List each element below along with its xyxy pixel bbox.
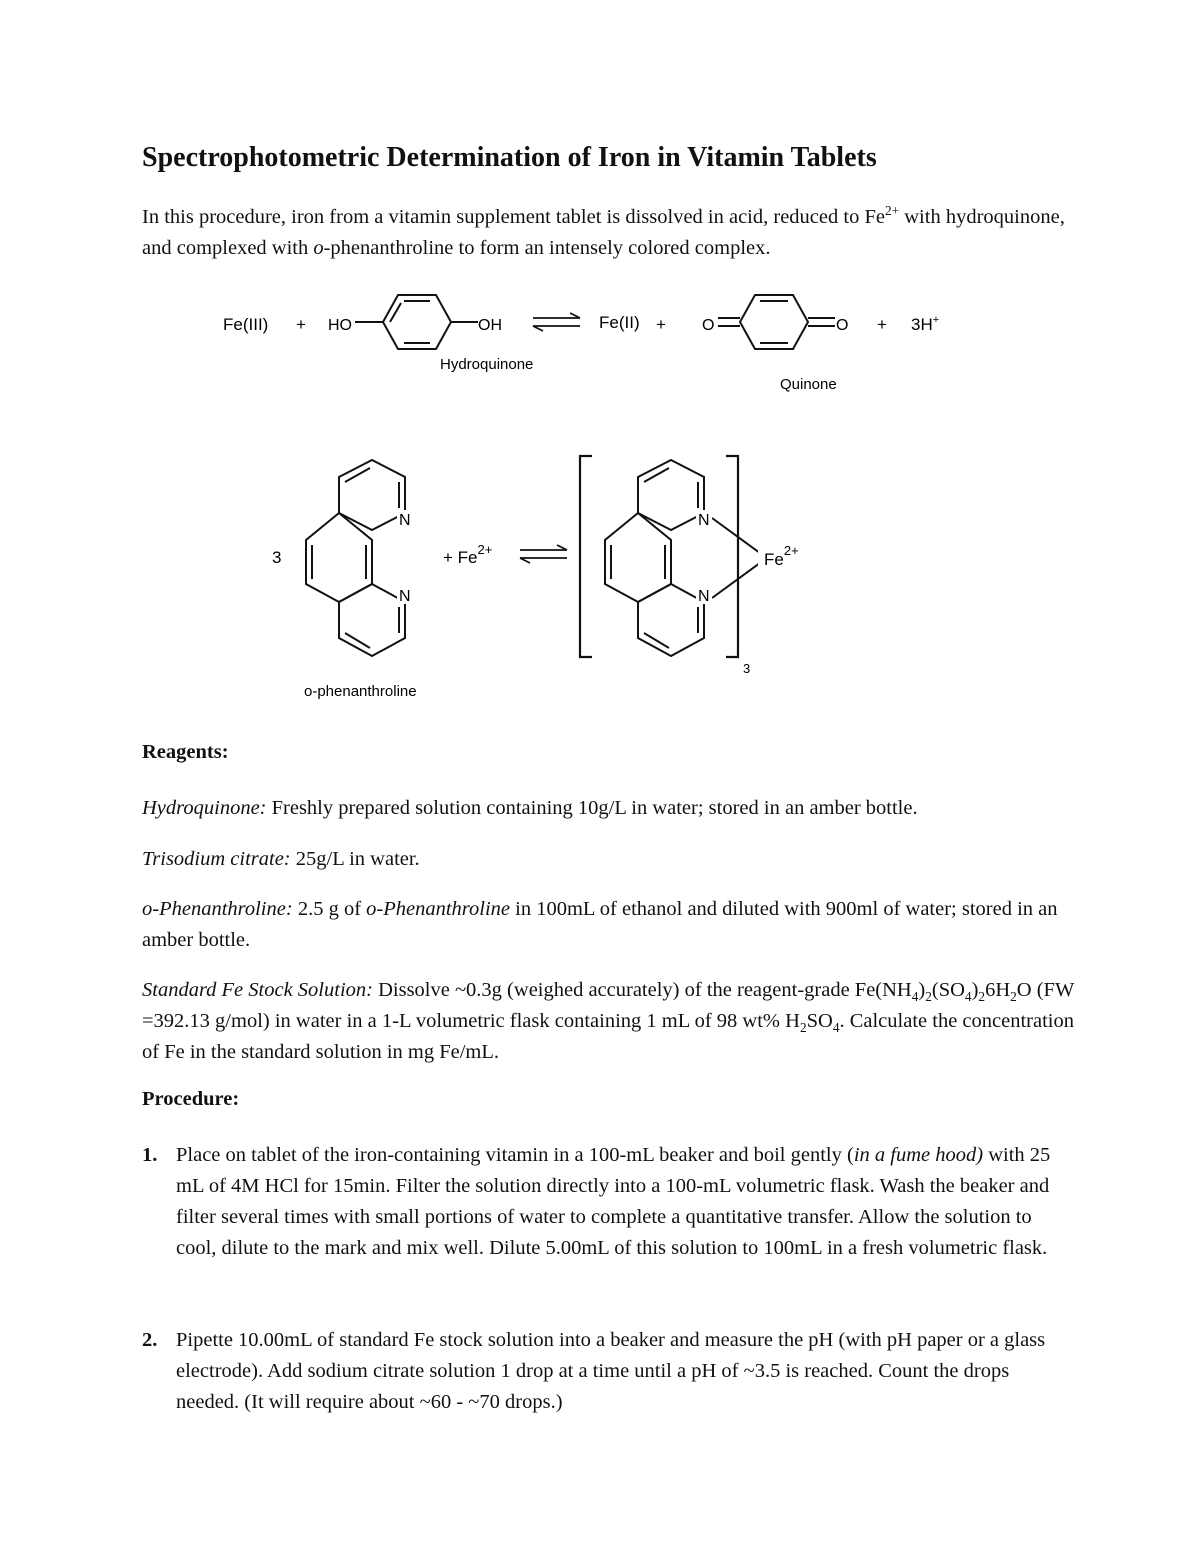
hydroquinone-label: Hydroquinone <box>440 356 534 373</box>
reagent-text: Dissolve ~0.3g (weighed accurately) of the reagent-grade Fe(NH <box>372 979 912 1001</box>
quinone-ring <box>718 295 835 349</box>
step-number: 2. <box>142 1329 158 1351</box>
subscript: 4 <box>911 989 919 1005</box>
oh-label: OH <box>478 317 502 334</box>
intro-text-3: -phenanthroline to form an intensely colored complex. <box>323 237 771 259</box>
ho-label: HO <box>328 317 352 334</box>
intro-text-1: In this procedure, iron from a vitamin supplement tablet is dissolved in acid, reduced to Fe <box>142 206 885 228</box>
reaction-phenanthroline-diagram <box>0 440 1200 710</box>
intro-text-2: with hydroquinone, and complexed with <box>142 206 1065 259</box>
intro-o: o <box>313 237 324 259</box>
phenanthroline-label: o-phenanthroline <box>304 683 417 700</box>
reagent-text: ) <box>918 979 926 1001</box>
step-body: Pipette 10.00mL of standard Fe stock solution into a beaker and measure the pH (with pH paper or a glass electrode). Add sodium citrate solution 1 drop at a time until a pH of ~3.5 is reached. Count the drops needed. (It will require about ~60 - ~70 drops.) <box>176 1329 1046 1413</box>
reagent-citrate <box>142 844 1092 875</box>
reagent-name: Hydroquinone: <box>142 797 267 819</box>
plus-sign-1: + <box>296 315 306 334</box>
step-italic: in a fume hood) <box>853 1144 984 1166</box>
reagent-name: o-Phenanthroline: <box>142 898 293 920</box>
reagents-heading: Reagents: <box>142 741 229 763</box>
complex-n-top: N <box>698 512 710 529</box>
complex-fe: $Fe^{2+}$ <box>764 543 799 569</box>
subscript: 2 <box>1010 989 1017 1005</box>
subscript: 4 <box>832 1020 840 1036</box>
equilibrium-arrow-1 <box>533 313 580 331</box>
page-title: Spectrophotometric Determination of Iron in Vitamin Tablets <box>142 142 877 173</box>
reagent-text: (SO <box>931 979 965 1001</box>
h-plus-label: 3H+ <box>911 314 940 334</box>
reagent-text: O (FW =392.13 g/mol) in water in a 1-L volumetric flask containing 1 mL of 98 wt% H <box>142 979 1074 1032</box>
reagent-fe-stock <box>142 975 1092 1068</box>
reagent-name-inline: o-Phenanthroline <box>366 898 510 920</box>
reaction-hydroquinone-diagram <box>0 280 1200 410</box>
phenanthroline-molecule <box>306 460 405 656</box>
reagent-text: 2.5 g of <box>292 898 367 920</box>
hydroquinone-ring <box>355 295 478 349</box>
step-text: Place on tablet of the iron-containing vitamin in a 100-mL beaker and boil gently ( <box>176 1144 854 1166</box>
n-atom-bottom: N <box>399 588 411 605</box>
complex-brackets <box>580 456 738 657</box>
reagent-text: in 100mL of ethanol and diluted with 900ml of water; stored in an amber bottle. <box>142 898 1058 951</box>
reagent-name: Standard Fe Stock Solution: <box>142 979 373 1001</box>
intro-paragraph <box>142 202 1072 264</box>
plus-sign-2: + <box>656 315 666 334</box>
subscript: 4 <box>964 989 972 1005</box>
reagent-text: SO <box>806 1010 833 1032</box>
reagent-text: Freshly prepared solution containing 10g/L in water; stored in an amber bottle. <box>266 797 918 819</box>
fe2-label: Fe(II) <box>599 313 640 332</box>
bracket-subscript: 3 <box>743 661 751 676</box>
reagent-hydroquinone <box>142 793 1092 824</box>
step-number: 1. <box>142 1144 158 1166</box>
reagent-text: 25g/L in water. <box>290 848 420 870</box>
complex-phenanthroline <box>605 460 764 656</box>
fe3-label: Fe(III) <box>223 315 269 334</box>
quinone-label: Quinone <box>780 376 837 393</box>
subscript: 2 <box>978 989 986 1005</box>
quinone-o-right: O <box>836 317 849 334</box>
complex-n-bottom: N <box>698 588 710 605</box>
procedure-heading: Procedure: <box>142 1088 240 1110</box>
subscript: 2 <box>799 1020 807 1036</box>
reagent-phenanthroline <box>142 894 1092 956</box>
reagent-text: ) <box>971 979 979 1001</box>
step-body <box>176 1140 1056 1264</box>
coefficient-3: 3 <box>272 548 282 567</box>
intro-sup: 2+ <box>884 203 900 219</box>
subscript: 2 <box>925 989 932 1005</box>
reagent-name: Trisodium citrate: <box>142 848 291 870</box>
step-text: with 25 mL of 4M HCl for 15min. Filter the solution directly into a 100-mL volumetric flask. Wash the beaker and filter several times with small portions of water to complete a quantitative transfer. Allow the solution to cool, dilute to the mark and mix well. Dilute 5.00mL of this solution to 100mL in a fresh volumetric flask. <box>176 1144 1051 1259</box>
plus-sign-3: + <box>877 315 887 334</box>
reagent-text: 6H <box>985 979 1011 1001</box>
n-atom-top: N <box>399 512 411 529</box>
equilibrium-arrow-2 <box>520 545 567 563</box>
quinone-o-left: O <box>702 317 715 334</box>
plus-fe2: + $Fe^{2+}$ <box>443 542 493 567</box>
reagent-text: . Calculate the concentration of Fe in the standard solution in mg Fe/mL. <box>142 1010 1074 1063</box>
